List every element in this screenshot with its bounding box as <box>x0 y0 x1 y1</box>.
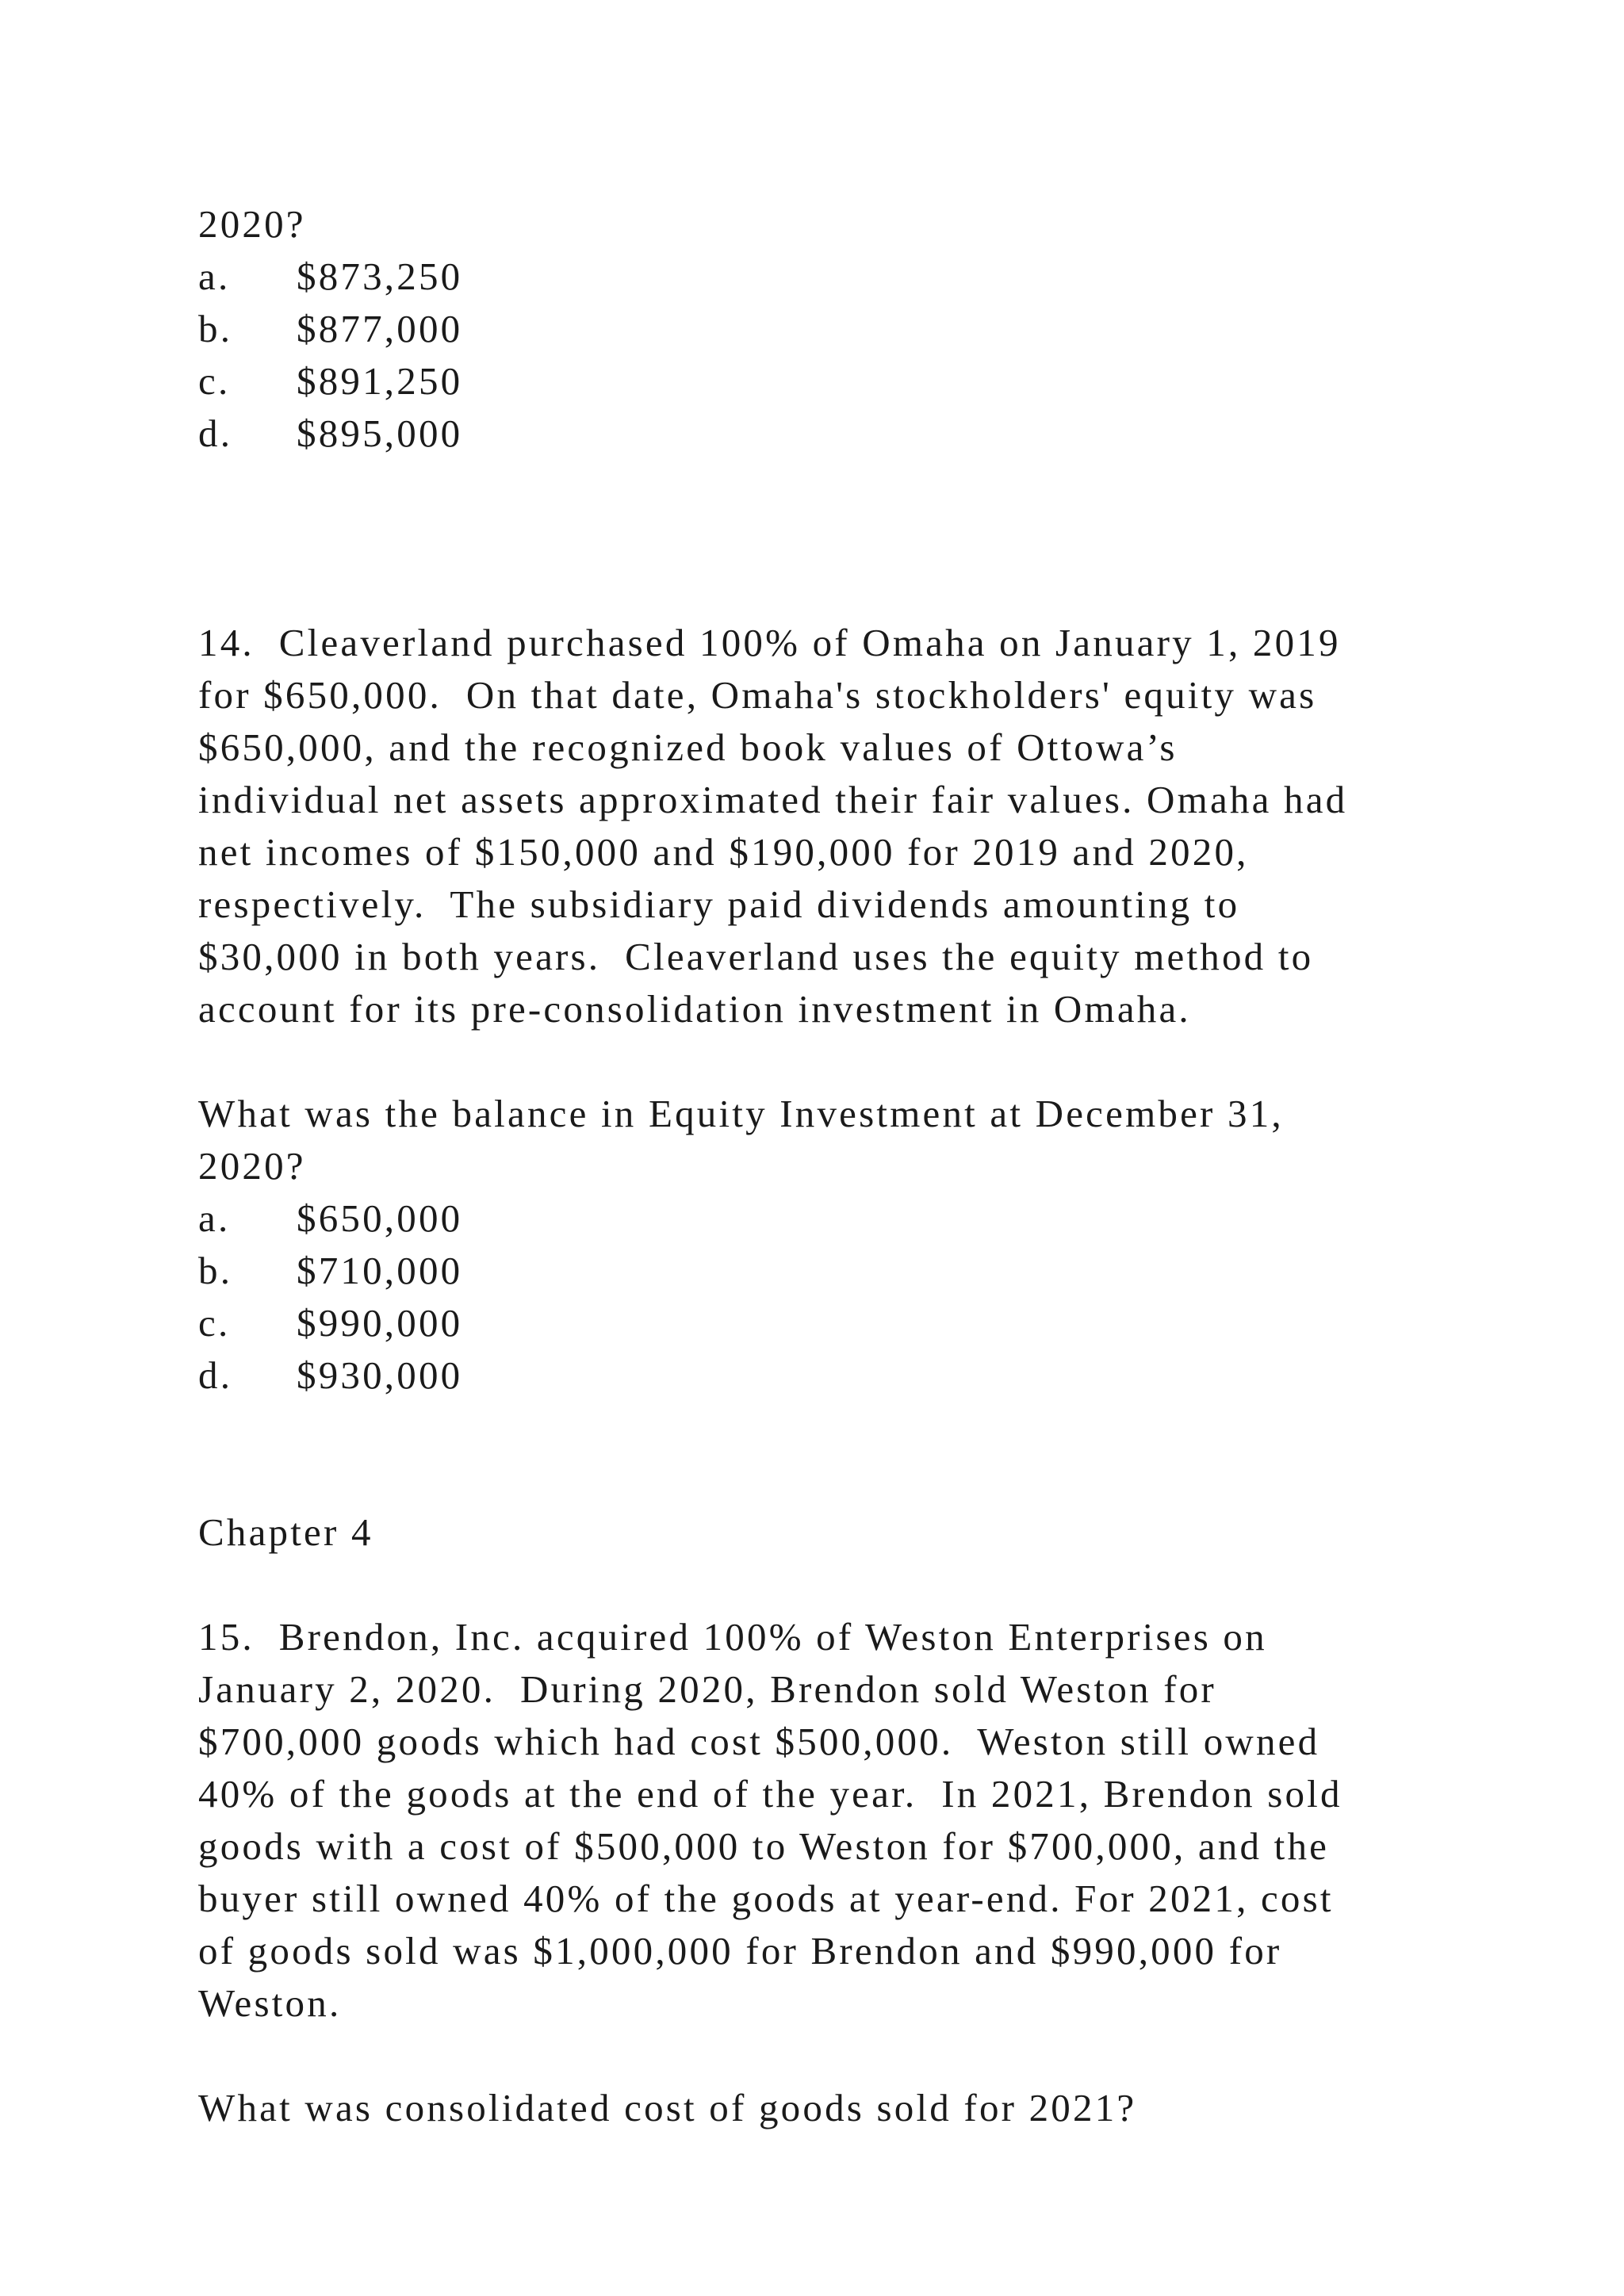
option-letter: d. <box>198 1353 233 1397</box>
option-letter: a. <box>198 1196 231 1240</box>
q14-options <box>198 1192 1435 1402</box>
q13-question-end: 2020? <box>198 202 306 246</box>
option-letter: b. <box>198 307 233 350</box>
q15-line: January 2, 2020. During 2020, Brendon sold Weston for <box>198 1667 1216 1711</box>
q14-line: $30,000 in both years. Cleaverland uses the equity method to <box>198 935 1314 978</box>
q14-line: for $650,000. On that date, Omaha's stockholders' equity was <box>198 673 1317 717</box>
q14-line: net incomes of $150,000 and $190,000 for 2019 and 2020, <box>198 830 1249 874</box>
spacer <box>198 1559 1435 1611</box>
option-letter: c. <box>198 359 231 403</box>
option-value: $895,000 <box>297 411 463 455</box>
q14-line: $650,000, and the recognized book values of Ottowa’s <box>198 725 1178 769</box>
q13-option-a <box>198 251 1435 303</box>
q15-line: goods with a cost of $500,000 to Weston for $700,000, and the <box>198 1824 1330 1868</box>
q14-line: individual net assets approximated their fair values. Omaha had <box>198 778 1348 821</box>
q13-option-b <box>198 303 1435 355</box>
chapter-heading: Chapter 4 <box>198 1510 373 1554</box>
option-letter: a. <box>198 254 231 298</box>
q15-line: $700,000 goods which had cost $500,000. Weston still owned <box>198 1720 1320 1763</box>
q14-option-d <box>198 1349 1435 1402</box>
q15-line: 40% of the goods at the end of the year. In 2021, Brendon sold <box>198 1772 1342 1816</box>
q15-question <box>198 2082 1435 2134</box>
q14-question-line: 2020? <box>198 1144 306 1188</box>
q15-line: buyer still owned 40% of the goods at year-end. For 2021, cost <box>198 1877 1334 1920</box>
option-value: $990,000 <box>297 1301 463 1345</box>
spacer <box>198 460 1435 617</box>
option-value: $930,000 <box>297 1353 463 1397</box>
q14-option-a <box>198 1192 1435 1245</box>
q15-question-line: What was consolidated cost of goods sold for 2021? <box>198 2086 1137 2130</box>
q14-body <box>198 617 1435 1035</box>
q13-option-c <box>198 355 1435 408</box>
spacer <box>198 1402 1435 1506</box>
spacer <box>198 1035 1435 1088</box>
document-page <box>198 198 1435 2134</box>
q15-body <box>198 1611 1435 2030</box>
q14-option-c <box>198 1297 1435 1349</box>
option-letter: c. <box>198 1301 231 1345</box>
option-value: $710,000 <box>297 1249 463 1292</box>
q14-line: respectively. The subsidiary paid dividends amounting to <box>198 882 1240 926</box>
option-value: $873,250 <box>297 254 463 298</box>
q14-option-b <box>198 1245 1435 1297</box>
q14-line: account for its pre-consolidation investment in Omaha. <box>198 987 1191 1031</box>
q15-line: of goods sold was $1,000,000 for Brendon and $990,000 for <box>198 1929 1282 1973</box>
q15-line: Weston. <box>198 1981 342 2025</box>
option-value: $891,250 <box>297 359 463 403</box>
q13-options <box>198 251 1435 460</box>
q13-option-d <box>198 408 1435 460</box>
spacer <box>198 2030 1435 2082</box>
q15-line: 15. Brendon, Inc. acquired 100% of Weston Enterprises on <box>198 1615 1267 1659</box>
option-letter: d. <box>198 411 233 455</box>
q14-question <box>198 1088 1435 1192</box>
q14-question-line: What was the balance in Equity Investment at December 31, <box>198 1092 1284 1135</box>
option-letter: b. <box>198 1249 233 1292</box>
option-value: $650,000 <box>297 1196 463 1240</box>
option-value: $877,000 <box>297 307 463 350</box>
q14-line: 14. Cleaverland purchased 100% of Omaha on January 1, 2019 <box>198 621 1341 664</box>
